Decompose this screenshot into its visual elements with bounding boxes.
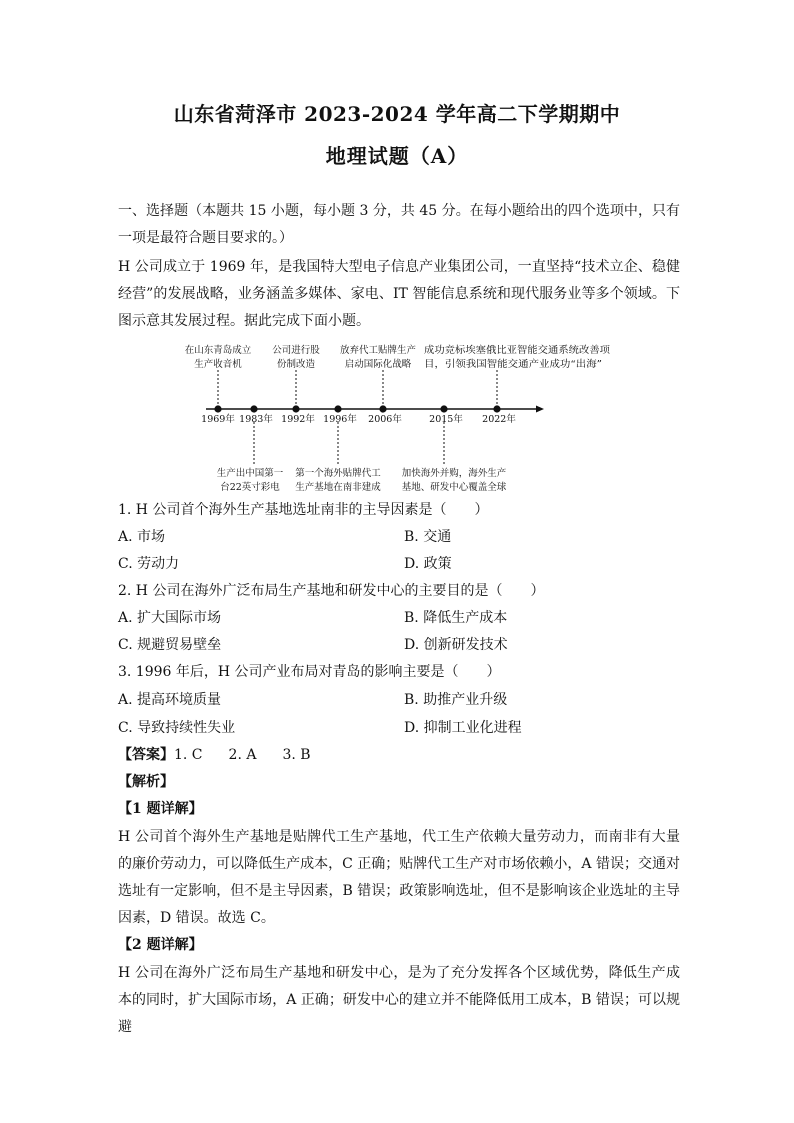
event-2006-line2: 启动国际化战略	[344, 359, 412, 370]
year-label: 1996年	[323, 414, 357, 425]
section-heading: 一、选择题（本题共 15 小题，每小题 3 分，共 45 分。在每小题给出的四个选项中，只有一项是最符合题目要求的。）	[118, 203, 680, 246]
timeline-point	[379, 405, 386, 412]
analysis-label: 【解析】	[118, 774, 174, 790]
answer-label: 【答案】	[118, 747, 174, 763]
question-1-stem: 1. H 公司首个海外生产基地选址南非的主导因素是（ ）	[118, 502, 489, 518]
answer-item: 3. B	[282, 747, 311, 763]
q1-analysis-text: H 公司首个海外生产基地是贴牌代工生产基地，代工生产依赖大量劳动力，而南非有大量的廉价劳动力，可以降低生产成本，C 正确；贴牌代工生产对市场依赖小，A 错误；交通对选址有一定影响，但不是主导因素，B 错误；政策影响选址，但不是影响该企业选址的主导因素，D 错误。故选 C。	[118, 829, 680, 926]
year-label: 1969年	[201, 414, 235, 425]
q1-option-d: D. 政策	[404, 556, 452, 572]
event-1969-line2: 生产收音机	[194, 359, 242, 370]
event-1992-line1: 公司进行股	[272, 345, 320, 356]
intro-paragraph: H 公司成立于 1969 年，是我国特大型电子信息产业集团公司，一直坚持“技术立企、稳健经营”的发展战略，业务涵盖多媒体、家电、IT 智能信息系统和现代服务业等多个领域。下图示意其发展过程。据此完成下面小题。	[118, 259, 680, 329]
timeline-point	[493, 405, 500, 412]
event-1992-line2: 份制改造	[276, 359, 316, 370]
event-1983-line1: 生产出中国第一	[216, 468, 284, 479]
event-1983-line2: 台22英寸彩电	[220, 482, 280, 493]
q2-option-c: C. 规避贸易壁垒	[118, 637, 222, 653]
answer-line	[118, 742, 337, 769]
timeline-point	[250, 405, 257, 412]
development-timeline-figure	[170, 336, 596, 496]
event-2022-line2: 目，引领我国智能交通产业成功“出海”	[424, 359, 586, 370]
q1-analysis-label: 【1 题详解】	[118, 801, 203, 817]
year-label: 2022年	[482, 414, 516, 425]
q1-option-a: A. 市场	[118, 529, 166, 545]
q2-option-a: A. 扩大国际市场	[118, 610, 222, 626]
answer-item: 2. A	[228, 747, 257, 763]
q2-analysis-text: H 公司在海外广泛布局生产基地和研发中心，是为了充分发挥各个区域优势，降低生产成本的同时，扩大国际市场，A 正确；研发中心的建立并不能降低用工成本，B 错误；可以规避	[118, 965, 680, 1035]
event-1996-line2: 生产基地在南非建成	[295, 482, 381, 493]
q2-option-b: B. 降低生产成本	[404, 610, 508, 626]
event-2006-line1: 放弃代工贴牌生产	[339, 345, 417, 356]
q2-option-d: D. 创新研发技术	[404, 637, 508, 653]
event-2015-line1: 加快海外并购，海外生产	[401, 468, 507, 479]
timeline-point	[214, 405, 221, 412]
question-3-stem: 3. 1996 年后，H 公司产业布局对青岛的影响主要是（ ）	[118, 664, 501, 680]
timeline-arrow-icon	[536, 406, 544, 413]
document-title: 山东省菏泽市 2023-2024 学年高二下学期期中	[173, 102, 621, 126]
q3-option-d: D. 抑制工业化进程	[404, 720, 522, 736]
answer-item: 1. C	[174, 747, 203, 763]
q3-option-c: C. 导致持续性失业	[118, 720, 236, 736]
year-label: 2015年	[429, 414, 463, 425]
timeline-point	[440, 405, 447, 412]
q2-analysis-label: 【2 题详解】	[118, 937, 203, 953]
event-2015-line2: 基地、研发中心覆盖全球	[401, 482, 507, 493]
q1-option-b: B. 交通	[404, 529, 452, 545]
year-label: 2006年	[368, 414, 402, 425]
year-label: 1992年	[281, 414, 315, 425]
event-2022-line1: 成功竞标埃塞俄比亚智能交通系统改善项	[424, 345, 596, 356]
year-label: 1983年	[239, 414, 273, 425]
timeline-svg	[170, 336, 596, 496]
timeline-point	[292, 405, 299, 412]
event-1969-line1: 在山东青岛成立	[184, 345, 252, 356]
q3-option-a: A. 提高环境质量	[118, 692, 222, 708]
question-2-stem: 2. H 公司在海外广泛布局生产基地和研发中心的主要目的是（ ）	[118, 583, 545, 599]
document-subtitle: 地理试题（A）	[325, 144, 469, 168]
q3-option-b: B. 助推产业升级	[404, 692, 508, 708]
timeline-point	[334, 405, 341, 412]
q1-option-c: C. 劳动力	[118, 556, 180, 572]
event-1996-line1: 第一个海外贴牌代工	[295, 468, 381, 479]
